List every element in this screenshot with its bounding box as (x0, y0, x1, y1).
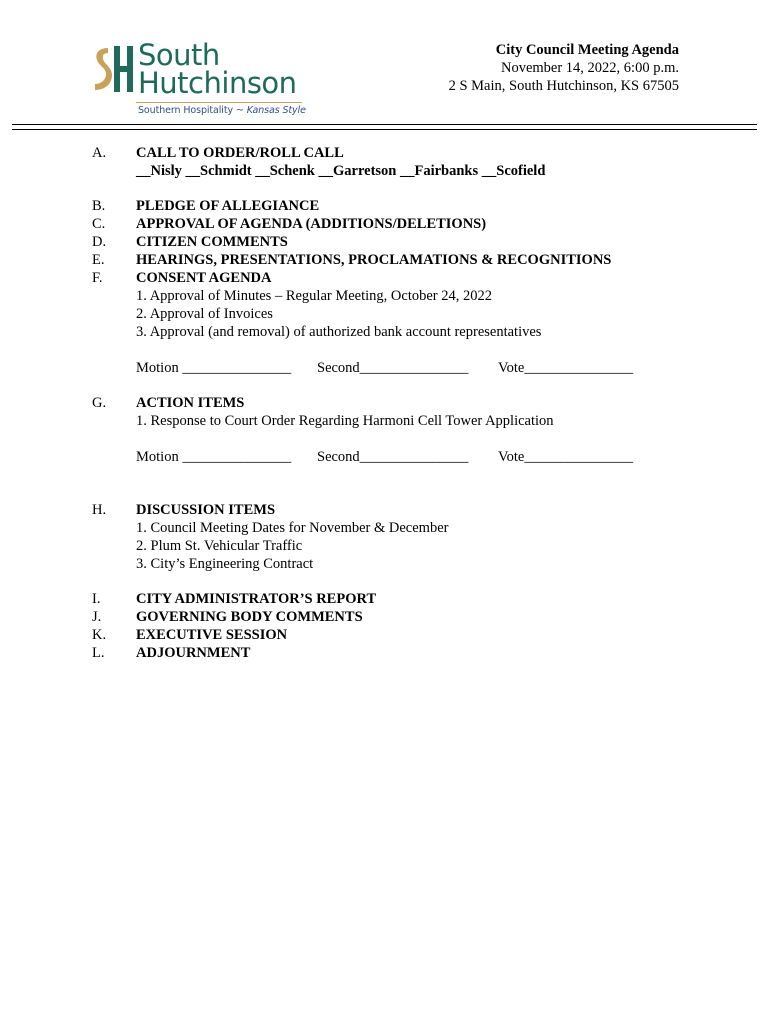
section-letter: L. (92, 645, 105, 661)
section-title: GOVERNING BODY COMMENTS (136, 609, 363, 625)
section-title: CONSENT AGENDA (136, 270, 272, 286)
vote-field: Vote_______________ (498, 449, 634, 465)
section-title: DISCUSSION ITEMS (136, 502, 276, 518)
section-letter: A. (92, 145, 107, 161)
logo-divider (136, 102, 302, 103)
motion-field: Motion _______________ (136, 449, 292, 465)
section-letter: C. (92, 216, 106, 232)
section-title: APPROVAL OF AGENDA (ADDITIONS/DELETIONS) (136, 216, 487, 232)
section-title: PLEDGE OF ALLEGIANCE (136, 198, 320, 214)
section-letter: K. (92, 627, 107, 643)
agenda-title: City Council Meeting Agenda (495, 42, 679, 58)
second-field: Second_______________ (317, 360, 469, 376)
logo-text-south: South (138, 38, 220, 72)
city-logo (92, 38, 307, 126)
section-letter: J. (92, 609, 102, 625)
section-title: CALL TO ORDER/ROLL CALL (136, 145, 344, 161)
section-title: EXECUTIVE SESSION (136, 627, 288, 643)
sh-monogram-icon (92, 44, 136, 96)
section-letter: E. (92, 252, 105, 268)
agenda-header (449, 41, 679, 95)
second-field: Second_______________ (317, 449, 469, 465)
logo-text-hutchinson: Hutchinson (138, 66, 297, 100)
section-title: ADJOURNMENT (136, 645, 251, 661)
section-title: HEARINGS, PRESENTATIONS, PROCLAMATIONS & RECOGNITIONS (136, 252, 612, 268)
header-rule-thin (12, 129, 757, 130)
section-letter: G. (92, 395, 107, 411)
roll-call-names: __Nisly __Schmidt __Schenk __Garretson __Fairbanks __Scofield (136, 163, 546, 179)
section-letter: F. (92, 270, 103, 286)
section-letter: H. (92, 502, 107, 518)
header-rule-thick (12, 124, 757, 125)
section-title: CITIZEN COMMENTS (136, 234, 288, 250)
logo-tagline: Southern Hospitality ~ Kansas Style (138, 105, 306, 116)
section-title: ACTION ITEMS (136, 395, 245, 411)
section-letter: B. (92, 198, 106, 214)
vote-field: Vote_______________ (498, 360, 634, 376)
section-letter: D. (92, 234, 107, 250)
meeting-date: November 14, 2022, 6:00 p.m. (500, 60, 679, 76)
section-title: CITY ADMINISTRATOR’S REPORT (136, 591, 377, 607)
section-letter: I. (92, 591, 101, 607)
motion-field: Motion _______________ (136, 360, 292, 376)
meeting-address: 2 S Main, South Hutchinson, KS 67505 (448, 78, 679, 94)
